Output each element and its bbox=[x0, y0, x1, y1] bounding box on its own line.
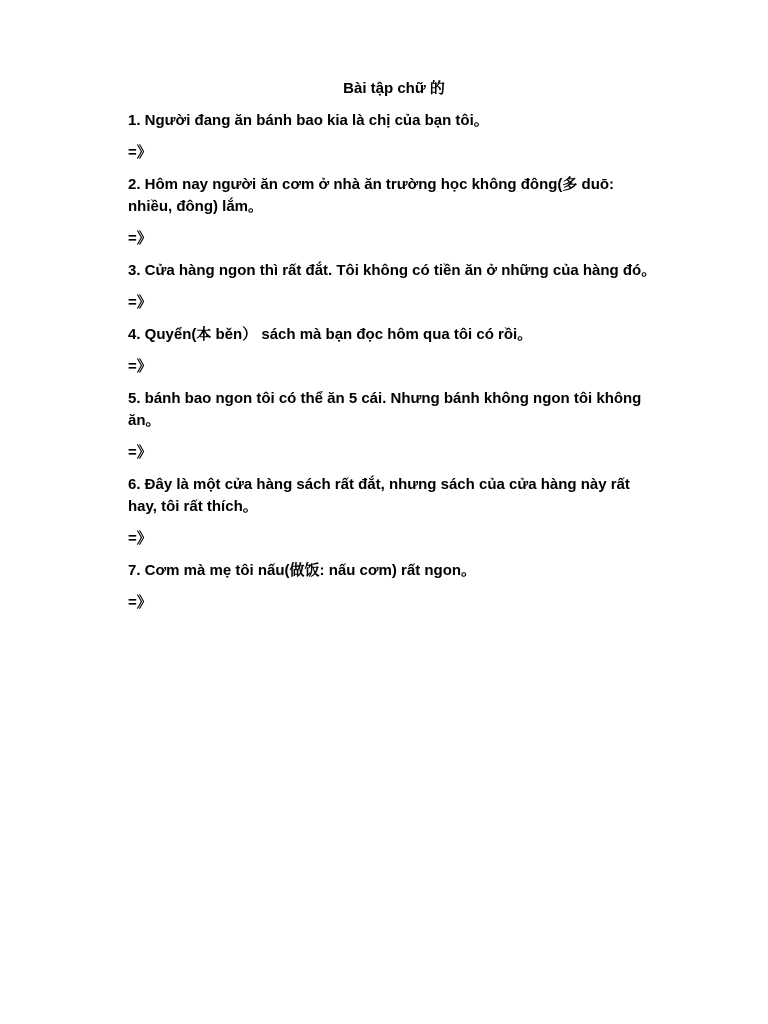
exercise-answer-line: =》 bbox=[128, 230, 152, 247]
exercise-item-2 bbox=[128, 174, 660, 250]
exercise-answer-line: =》 bbox=[128, 594, 152, 611]
exercise-answer-line: =》 bbox=[128, 358, 152, 375]
document-title: Bài tập chữ 的 bbox=[343, 80, 445, 97]
exercise-answer-line: =》 bbox=[128, 444, 152, 461]
exercise-answer-line: =》 bbox=[128, 294, 152, 311]
exercise-item-6 bbox=[128, 474, 660, 550]
exercise-question: 2. Hôm nay người ăn cơm ở nhà ăn trường học không đông(多 duō: nhiều, đông) lắm。 bbox=[128, 176, 615, 215]
exercise-question: 4. Quyển(本 běn） sách mà bạn đọc hôm qua tôi có rồi。 bbox=[128, 326, 533, 343]
exercise-question: 6. Đây là một cửa hàng sách rất đắt, nhưng sách của cửa hàng này rất hay, tôi rất thích。 bbox=[128, 476, 630, 515]
exercise-item-5 bbox=[128, 388, 660, 464]
exercise-item-1 bbox=[128, 110, 660, 164]
exercise-answer-line: =》 bbox=[128, 530, 152, 547]
document-body bbox=[128, 78, 660, 624]
exercise-question: 3. Cửa hàng ngon thì rất đắt. Tôi không có tiền ăn ở những của hàng đó。 bbox=[128, 262, 657, 279]
exercise-item-3 bbox=[128, 260, 660, 314]
exercise-answer-line: =》 bbox=[128, 144, 152, 161]
exercise-question: 7. Cơm mà mẹ tôi nấu(做饭: nấu cơm) rất ngon。 bbox=[128, 562, 477, 579]
exercise-question: 1. Người đang ăn bánh bao kia là chị của bạn tôi。 bbox=[128, 112, 489, 129]
exercise-item-4 bbox=[128, 324, 660, 378]
exercise-item-7 bbox=[128, 560, 660, 614]
exercise-question: 5. bánh bao ngon tôi có thể ăn 5 cái. Nhưng bánh không ngon tôi không ăn。 bbox=[128, 390, 642, 429]
